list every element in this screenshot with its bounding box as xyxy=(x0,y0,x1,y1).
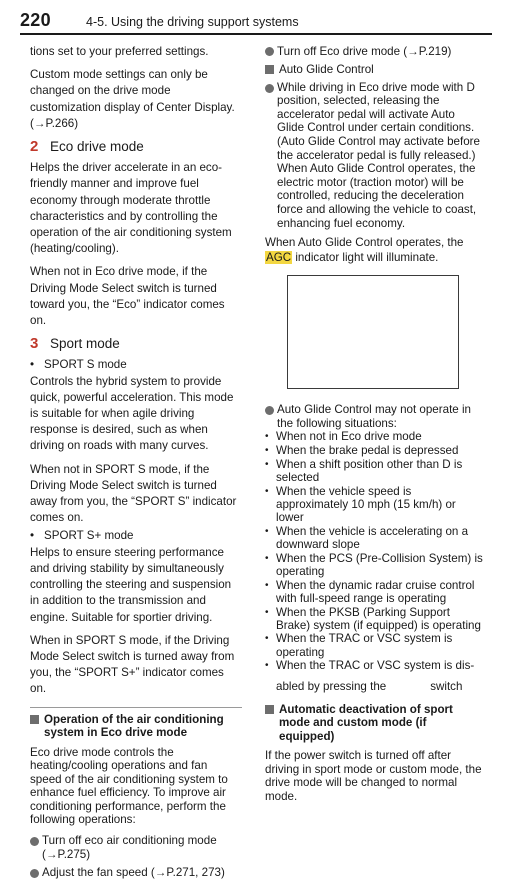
sport-s-plus-indicator-note: When in SPORT S mode, if the Driving Mode Select switch is turned away from you, the “SPORT S+” indicator comes on. xyxy=(30,633,235,696)
agc-not-operate-text: Auto Glide Control may not operate in the following situations: xyxy=(277,403,471,430)
continued-paragraph: tions set to your preferred settings. xyxy=(30,45,209,58)
eco-mode-indicator-note: When not in Eco drive mode, if the Driving Mode Select switch is turned toward you, the “Eco” indicator comes on. xyxy=(30,265,225,328)
disabled-text-start: abled by pressing the xyxy=(276,679,387,693)
agc-indicator-text-end: indicator light will illuminate. xyxy=(295,250,439,264)
sport-s-description: Controls the hybrid system to provide quick, powerful acceleration. This mode is suitable for when agile driving response is desired, such as when driving on roads with many curves. xyxy=(30,374,234,453)
agc-situation-list xyxy=(265,430,483,672)
ac-eco-bullet-text: Turn off eco air conditioning mode (→P.275) xyxy=(42,834,217,861)
list-item: • When the PKSB (Parking Support Brake) system (if equipped) is operating xyxy=(265,605,481,632)
custom-mode-paragraph: Custom mode settings can only be changed on the drive mode customization display of Center Display. (→P.266) xyxy=(30,68,235,130)
agc-description-text: While driving in Eco drive mode with D position, selected, releasing the accelerator pedal will activate Auto Glide Control under certain conditions. (Auto Glide Control may activate before the accelerator pedal is fully released.) When Auto Glide Control operates, the electric motor (traction motor) will be controlled, reducing the deceleration force and allowing the vehicle to coast, enhancing fuel economy. xyxy=(277,80,480,230)
agc-description-bullet xyxy=(265,81,483,231)
eco-mode-description: Helps the driver accelerate in an eco-friendly manner and improve fuel economy through moderate throttle characteristics and by controlling the operation of the air conditioning system (heating/cooling). xyxy=(30,161,232,256)
ac-eco-bullet xyxy=(30,834,242,861)
sport-mode-heading xyxy=(30,336,242,352)
step-number: 3 xyxy=(30,335,39,353)
deactivation-heading xyxy=(265,703,483,744)
list-item: • When the TRAC or VSC system is dis- xyxy=(265,659,475,673)
sport-s-indicator-note: When not in SPORT S mode, if the Driving Mode Select switch is turned away from you, the “SPORT S” indicator comes on. xyxy=(30,462,237,525)
agc-indicator-text-start: When Auto Glide Control operates, the xyxy=(265,236,464,250)
circle-bullet-icon xyxy=(265,406,274,415)
agc-heading xyxy=(265,63,483,77)
section-divider xyxy=(30,707,242,708)
turn-off-eco-text: Turn off Eco drive mode (→P.219) xyxy=(277,45,452,58)
agc-indicator-paragraph xyxy=(265,236,483,265)
agc-indicator-label: AGC xyxy=(266,250,292,264)
disabled-by-switch-line xyxy=(276,679,483,695)
disabled-text-end: switch xyxy=(430,679,463,693)
eco-mode-title: Eco drive mode xyxy=(50,139,144,155)
ac-eco-description: Eco drive mode controls the heating/cooling operations and fan speed of the air conditioning system to enhance fuel efficiency. To improve air conditioning performance, perform the following operations: xyxy=(30,745,228,827)
circle-bullet-icon xyxy=(30,869,39,878)
sport-s-plus-label: SPORT S+ mode xyxy=(44,529,134,543)
sport-mode-title: Sport mode xyxy=(50,336,120,352)
sport-s-label: SPORT S mode xyxy=(44,358,127,372)
ac-eco-heading-text: Operation of the air conditioning system in Eco drive mode xyxy=(44,712,224,740)
circle-bullet-icon xyxy=(30,837,39,846)
list-item: • When the TRAC or VSC system is operating xyxy=(265,632,453,659)
square-bullet-icon xyxy=(265,705,274,714)
left-column xyxy=(30,44,242,880)
step-number: 2 xyxy=(30,138,39,156)
sport-s-plus-description: Helps to ensure steering performance and driving stability by simultaneously controlling the steering and suspension in addition to the transmission and engine. Suitable for sportier driving. xyxy=(30,545,232,624)
page-number: 220 xyxy=(20,10,51,30)
bullet-mark: • xyxy=(30,358,35,372)
header-rule xyxy=(20,33,492,35)
sport-s-plus-subheading xyxy=(30,528,242,544)
ac-eco-heading xyxy=(30,713,242,740)
list-item: • When a shift position other than D is selected xyxy=(265,457,463,485)
list-item: • When the vehicle speed is approximately 10 mph (15 km/h) or lower xyxy=(265,484,456,525)
square-bullet-icon xyxy=(30,715,39,724)
right-column xyxy=(265,44,483,811)
fan-speed-bullet xyxy=(30,866,242,880)
turn-off-eco-bullet xyxy=(265,44,483,60)
list-item: • When the vehicle is accelerating on a downward slope xyxy=(265,524,469,552)
agc-indicator-image-placeholder xyxy=(287,275,459,389)
list-item: • When the brake pedal is depressed xyxy=(265,444,459,458)
fan-speed-bullet-text: Adjust the fan speed (→P.271, 273) xyxy=(42,866,225,880)
list-item: • When the PCS (Pre-Collision System) is operating xyxy=(265,551,483,578)
sport-s-subheading xyxy=(30,357,242,373)
page-header xyxy=(0,0,510,40)
square-bullet-icon xyxy=(265,65,274,74)
deactivation-description: If the power switch is turned off after driving in sport mode or custom mode, the drive mode will be changed to normal mode. xyxy=(265,749,482,804)
circle-bullet-icon xyxy=(265,47,274,56)
bullet-mark: • xyxy=(30,529,35,543)
section-title: 4-5. Using the driving support systems xyxy=(86,15,299,29)
circle-bullet-icon xyxy=(265,84,274,93)
agc-heading-text: Auto Glide Control xyxy=(279,63,374,77)
list-item: • When the dynamic radar cruise control with full-speed range is operating xyxy=(265,578,475,605)
deactivation-heading-text: Automatic deactivation of sport mode and custom mode (if equipped) xyxy=(279,702,453,743)
eco-mode-heading xyxy=(30,139,242,155)
list-item: • When not in Eco drive mode xyxy=(265,430,422,444)
agc-not-operate-bullet xyxy=(265,403,483,430)
